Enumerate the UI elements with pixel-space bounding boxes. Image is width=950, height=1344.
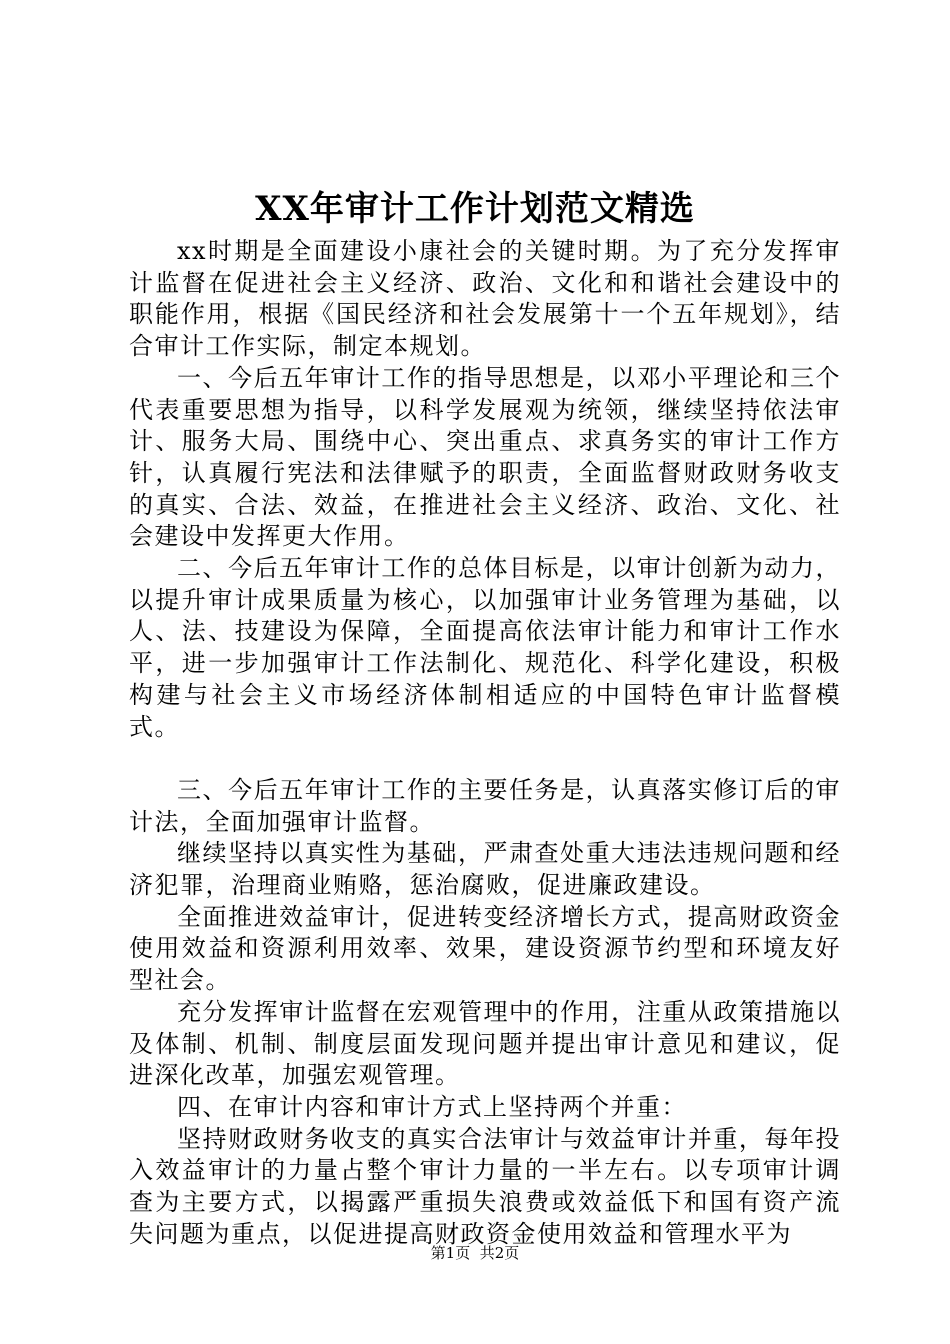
paragraph-two-emphases: 四、在审计内容和审计方式上坚持两个并重： bbox=[177, 1092, 687, 1121]
paragraph-spacer bbox=[129, 743, 841, 775]
paragraph-main-tasks: 三、今后五年审计工作的主要任务是，认真落实修订后的审计法，全面加强审计监督。 bbox=[129, 775, 841, 836]
document-title: XX年审计工作计划范文精选 bbox=[255, 189, 695, 229]
paragraph-authenticity: 继续坚持以真实性为基础，严肃查处重大违法违规问题和经济犯罪，治理商业贿赂，惩治腐败，促进廉政建设。 bbox=[129, 839, 841, 900]
paragraph-guiding-thought: 一、今后五年审计工作的指导思想是，以邓小平理论和三个代表重要思想为指导，以科学发展观为统领，继续坚持依法审计、服务大局、围绕中心、突出重点、求真务实的审计工作方针，认真履行宪法和法律赋予的职责，全面监督财政财务收支的真实、合法、效益，在推进社会主义经济、政治、文化、社会建设中发挥更大作用。 bbox=[129, 363, 841, 551]
document-body bbox=[129, 236, 841, 1250]
paragraph-macro-management: 充分发挥审计监督在宏观管理中的作用，注重从政策措施以及体制、机制、制度层面发现问题并提出审计意见和建议，促进深化改革，加强宏观管理。 bbox=[129, 997, 841, 1090]
page-number: 第1页 bbox=[430, 1244, 471, 1262]
paragraph-intro: xx时期是全面建设小康社会的关键时期。为了充分发挥审计监督在促进社会主义经济、政治、文化和和谐社会建设中的职能作用，根据《国民经济和社会发展第十一个五年规划》，结合审计工作实际，制定本规划。 bbox=[129, 237, 841, 361]
paragraph-financial-audit: 坚持财政财务收支的真实合法审计与效益审计并重，每年投入效益审计的力量占整个审计力量的一半左右。以专项审计调查为主要方式，以揭露严重损失浪费或效益低下和国有资产流失问题为重点，以促进提高财政资金使用效益和管理水平为 bbox=[129, 1124, 841, 1248]
page-footer bbox=[0, 1243, 950, 1263]
paragraph-overall-goal: 二、今后五年审计工作的总体目标是，以审计创新为动力，以提升审计成果质量为核心，以加强审计业务管理为基础，以人、法、技建设为保障，全面提高依法审计能力和审计工作水平，进一步加强审计工作法制化、规范化、科学化建设，积极构建与社会主义市场经济体制相适应的中国特色审计监督模式。 bbox=[129, 554, 841, 741]
paragraph-efficiency-audit: 全面推进效益审计，促进转变经济增长方式，提高财政资金使用效益和资源利用效率、效果，建设资源节约型和环境友好型社会。 bbox=[129, 902, 841, 995]
page-total: 共2页 bbox=[479, 1244, 520, 1262]
